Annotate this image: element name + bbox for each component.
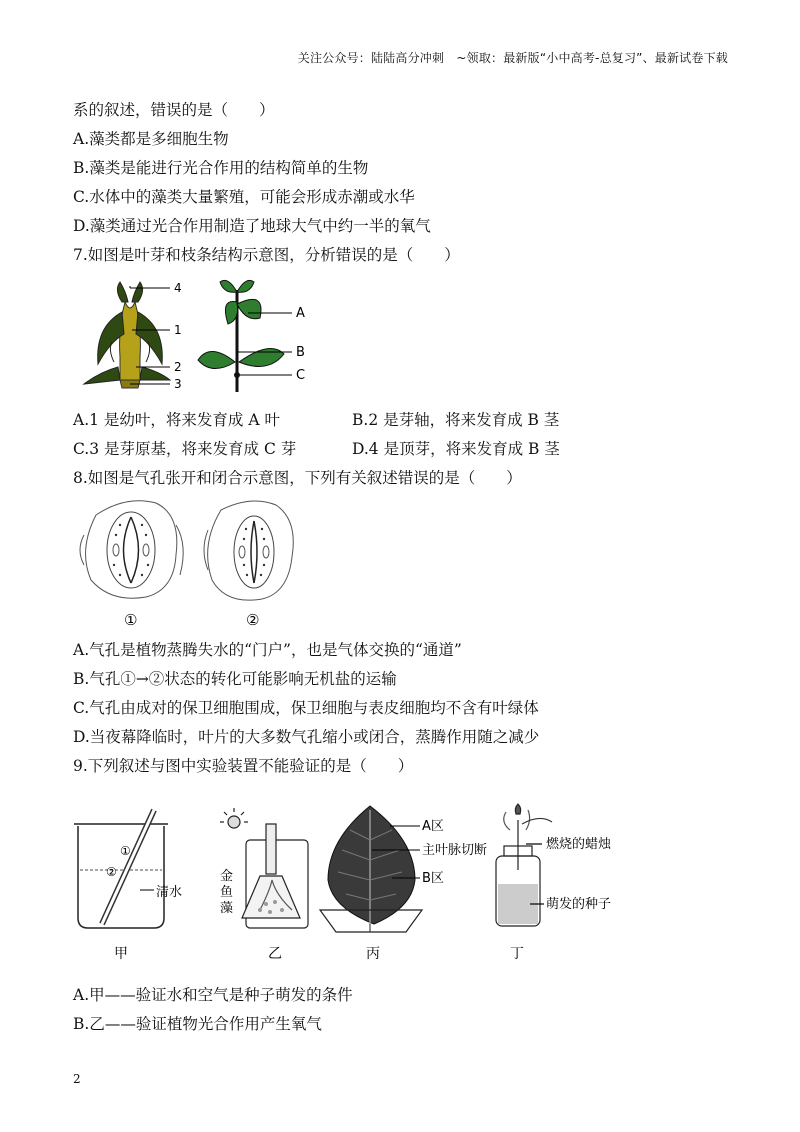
stoma-open-illustration: [80, 501, 183, 599]
branch-illustration: [198, 280, 292, 392]
q8-option-a: A.气孔是植物蒸腾失水的“门户”，也是气体交换的“通道”: [73, 641, 462, 659]
page-header: 关注公众号：陆陆高分冲刺 ~领取：最新版“小中高考-总复习”、最新试卷下载: [297, 51, 728, 65]
q9-stem: 9.下列叙述与图中实验装置不能验证的是（ ）: [73, 757, 414, 775]
label-ding: 丁: [510, 946, 524, 962]
q7-option-b: B.2 是芽轴，将来发育成 B 茎: [352, 411, 560, 429]
bud-label-3: 3: [174, 377, 182, 391]
water-label: 清水: [156, 885, 183, 900]
q9-option-a: A.甲——验证水和空气是种子萌发的条件: [73, 986, 353, 1004]
q9-option-b: B.乙——验证植物光合作用产生氧气: [73, 1015, 322, 1033]
stoma-closed-illustration: [204, 501, 293, 600]
q8-figure-stomata: [76, 495, 306, 630]
stoma-label-2: ②: [246, 611, 260, 629]
q6-option-d: D.藻类通过光合作用制造了地球大气中约一半的氧气: [73, 217, 431, 235]
bud-label-2: 2: [174, 360, 182, 374]
q7-option-d: D.4 是顶芽，将来发育成 B 茎: [352, 440, 560, 458]
beaker-label-1: ①: [120, 844, 131, 858]
goldfish-algae-label-1: 金: [220, 869, 234, 884]
q7-figure-bud-and-branch: [70, 272, 330, 398]
q6-option-c: C.水体中的藻类大量繁殖，可能会形成赤潮或水华: [73, 188, 415, 206]
leaf-bud-illustration: [84, 282, 170, 388]
goldfish-algae-label-3: 藻: [220, 901, 234, 916]
leaf-zone-a-label: A区: [422, 819, 444, 834]
page-number: 2: [73, 1072, 81, 1086]
leaf-vein-cut-label: 主叶脉切断: [422, 843, 488, 858]
q8-option-d: D.当夜幕降临时，叶片的大多数气孔缩小或闭合，蒸腾作用随之减少: [73, 728, 540, 746]
q7-stem: 7.如图是叶芽和枝条结构示意图，分析错误的是（ ）: [73, 246, 460, 264]
label-bing: 丙: [366, 946, 380, 962]
beaker-label-2: ②: [106, 865, 117, 879]
q7-option-c: C.3 是芽原基，将来发育成 C 芽: [73, 440, 297, 458]
branch-label-b: B: [296, 345, 305, 360]
bud-label-1: 1: [174, 323, 182, 337]
q6-stem: 系的叙述，错误的是（ ）: [73, 101, 275, 119]
branch-label-c: C: [296, 368, 306, 383]
stoma-label-1: ①: [124, 611, 138, 629]
label-yi: 乙: [268, 946, 282, 962]
q8-option-b: B.气孔①→②状态的转化可能影响无机盐的运输: [73, 670, 397, 688]
q6-option-b: B.藻类是能进行光合作用的结构简单的生物: [73, 159, 369, 177]
leaf-apparatus: [320, 806, 422, 932]
leaf-zone-b-label: B区: [422, 871, 444, 886]
beaker-apparatus: [74, 810, 168, 928]
seed-jar-apparatus: [496, 804, 552, 926]
q8-option-c: C.气孔由成对的保卫细胞围成，保卫细胞与表皮细胞均不含有叶绿体: [73, 699, 539, 717]
branch-label-a: A: [296, 306, 305, 321]
seeds-label: 萌发的种子: [546, 897, 612, 912]
aquatic-plant-apparatus: [220, 808, 308, 928]
bud-label-4: 4: [174, 281, 182, 295]
goldfish-algae-label-2: 鱼: [220, 885, 234, 900]
q9-figure-experiments: [70, 800, 670, 970]
q8-stem: 8.如图是气孔张开和闭合示意图，下列有关叙述错误的是（ ）: [73, 469, 522, 487]
candle-label: 燃烧的蜡烛: [546, 837, 612, 852]
label-jia: 甲: [114, 946, 128, 962]
q7-option-a: A.1 是幼叶，将来发育成 A 叶: [73, 411, 280, 429]
q6-option-a: A.藻类都是多细胞生物: [73, 130, 229, 148]
